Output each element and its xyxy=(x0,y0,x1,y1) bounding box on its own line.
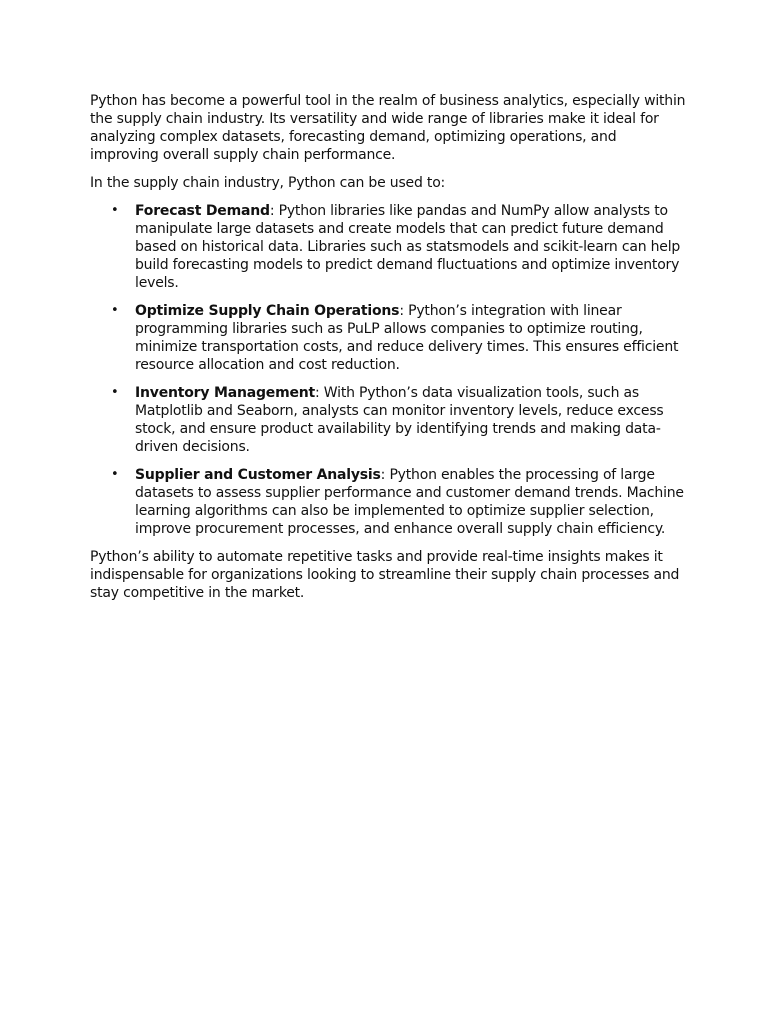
item-text: : Python libraries like pandas and NumPy allow analysts to manipulate large datasets and create models that can predict future demand based on historical data. Libraries such as statsmodels and scikit-learn can help build forecasting models to predict demand fluctuations and optimize inventory levels. xyxy=(135,203,681,291)
item-term: Supplier and Customer Analysis xyxy=(135,467,381,483)
bullet-icon: • xyxy=(111,203,119,218)
intro-paragraph: Python has become a powerful tool in the realm of business analytics, especially within the supply chain industry. Its versatility and wide range of libraries make it ideal for analyzing complex datasets, forecasting demand, optimizing operations, and improving overall supply chain performance. xyxy=(90,93,686,163)
list-item xyxy=(90,466,686,538)
lead-in-paragraph: In the supply chain industry, Python can be used to: xyxy=(90,175,446,191)
conclusion-paragraph: Python’s ability to automate repetitive tasks and provide real-time insights makes it indispensable for organizations looking to streamline their supply chain processes and stay competitive in the market. xyxy=(90,549,680,601)
item-text: : With Python’s data visualization tools, such as Matplotlib and Seaborn, analysts can monitor inventory levels, reduce excess stock, and ensure product availability by identifying trends and making data-driven decisions. xyxy=(135,385,664,455)
use-case-list xyxy=(90,202,686,538)
bullet-icon: • xyxy=(111,385,119,400)
item-term: Forecast Demand xyxy=(135,203,270,219)
item-term: Inventory Management xyxy=(135,385,316,401)
item-term: Optimize Supply Chain Operations xyxy=(135,303,400,319)
list-item xyxy=(90,202,686,292)
bullet-icon: • xyxy=(111,303,119,318)
item-text: : Python’s integration with linear programming libraries such as PuLP allows companies to optimize routing, minimize transportation costs, and reduce delivery times. This ensures efficient resource allocation and cost reduction. xyxy=(135,303,679,373)
list-item xyxy=(90,302,686,374)
bullet-icon: • xyxy=(111,467,119,482)
document-body xyxy=(90,92,686,612)
item-text: : Python enables the processing of large datasets to assess supplier performance and customer demand trends. Machine learning algorithms can also be implemented to optimize supplier selection, improve procurement processes, and enhance overall supply chain efficiency. xyxy=(135,467,684,537)
list-item xyxy=(90,384,686,456)
